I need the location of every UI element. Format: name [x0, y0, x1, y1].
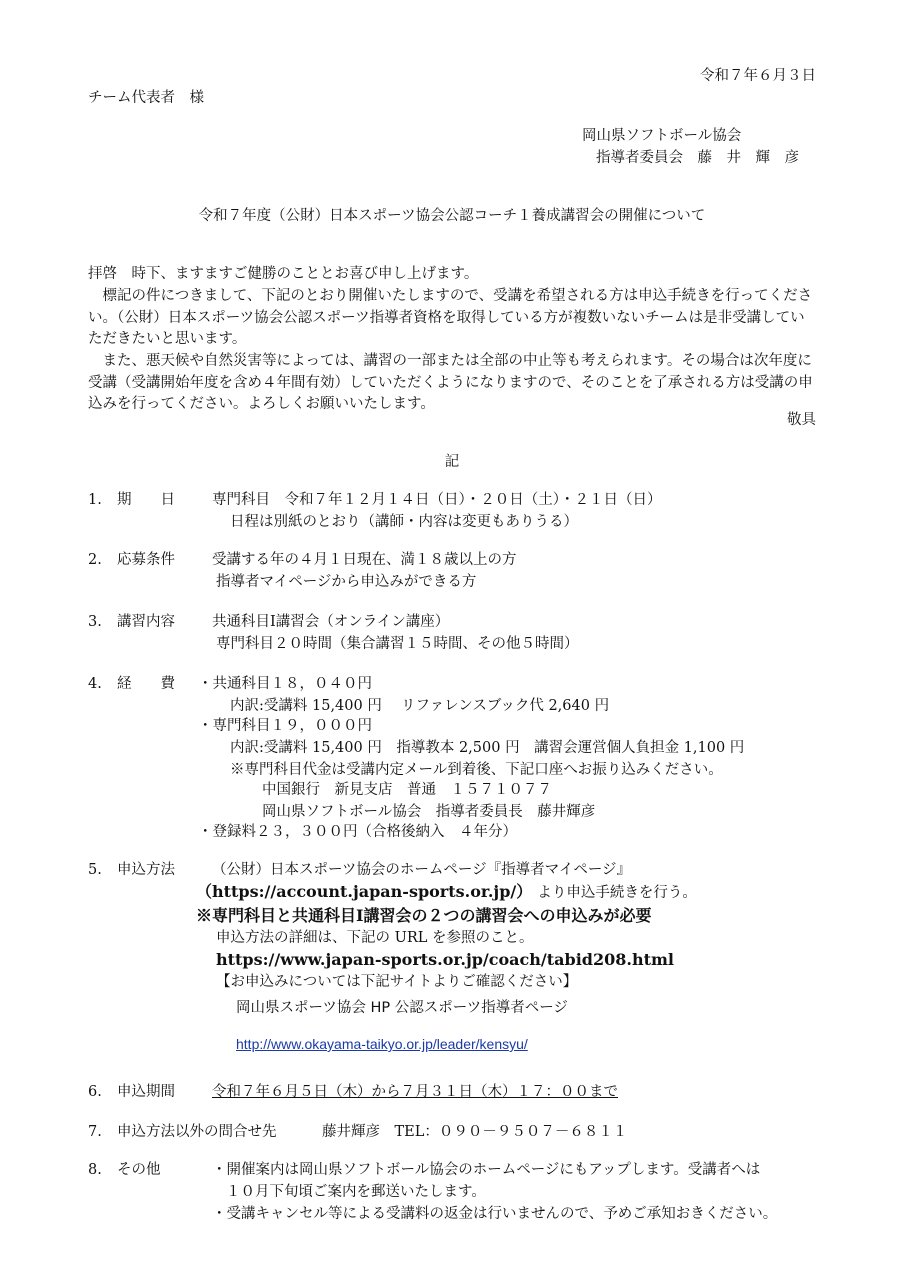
item-4-number: 4. [88, 676, 102, 692]
item-6-period: 令和７年６月５日（木）から７月３１日（木）１７：００まで [212, 1084, 618, 1100]
addressee: チーム代表者 様 [88, 90, 204, 106]
item-2-line2: 指導者マイページから申込みができる方 [216, 574, 477, 590]
item-5-line1: （公財）日本スポーツ協会のホームページ『指導者マイページ』 [212, 862, 632, 878]
item-8-line2: １０月下旬頃ご案内を郵送いたします。 [226, 1184, 486, 1200]
ki-heading: 記 [444, 454, 460, 470]
item-3-number: 3. [88, 614, 102, 630]
closing: 敬具 [787, 412, 816, 428]
item-7-contact: 藤井輝彦 TEL：０９０－９５０７－６８１１ [322, 1124, 628, 1140]
item-6-label: 申込期間 [117, 1084, 175, 1100]
item-5-url1-line [196, 882, 697, 903]
sender-person: 指導者委員会 藤 井 輝 彦 [596, 150, 799, 166]
item-8-line3: ・受講キャンセル等による受講料の返金は行いませんので、予めご承知おきください。 [212, 1206, 778, 1222]
item-5-site-name: 岡山県スポーツ協会 HP 公認スポーツ指導者ページ [236, 1000, 568, 1016]
item-5-url2[interactable]: https://www.japan-sports.or.jp/coach/tabid208.html [216, 950, 674, 969]
item-4-special-fee: ・専門科目１９，０００円 [198, 718, 372, 734]
item-6-number: 6. [88, 1084, 102, 1100]
document-title: 令和７年度（公財）日本スポーツ協会公認コーチ１養成講習会の開催について [198, 208, 706, 224]
item-7-number: 7. [88, 1124, 102, 1140]
item-3-line2: 専門科目２０時間（集合講習１５時間、その他５時間） [216, 636, 579, 652]
item-4-bank: 中国銀行 新見支店 普通 １５７１０７７ [262, 782, 552, 798]
item-4-account-holder: 岡山県ソフトボール協会 指導者委員長 藤井輝彦 [262, 804, 596, 820]
item-4-label: 経 費 [117, 676, 175, 692]
item-4-common-detail: 内訳:受講料 15,400 円 リファレンスブック代 2,640 円 [230, 698, 610, 714]
sender-organization: 岡山県ソフトボール協会 [582, 128, 742, 144]
item-5-number: 5. [88, 862, 102, 878]
item-5-confirm: 【お申込みについては下記サイトよりご確認ください】 [216, 974, 578, 990]
item-1-line1: 専門科目 令和７年１２月１４日（日）・２０日（土）・２１日（日） [212, 492, 662, 508]
item-4-common-fee: ・共通科目１８，０４０円 [198, 676, 372, 692]
item-1-line2: 日程は別紙のとおり（講師・内容は変更もありうる） [230, 514, 578, 530]
item-3-label: 講習内容 [117, 614, 175, 630]
item-2-line1: 受講する年の４月１日現在、満１８歳以上の方 [212, 552, 517, 568]
item-2-label: 応募条件 [117, 552, 175, 568]
document-date: 令和７年６月３日 [700, 68, 816, 84]
item-5-details: 申込方法の詳細は、下記の URL を参照のこと。 [216, 930, 534, 946]
item-4-registration-fee: ・登録料２３，３００円（合格後納入 ４年分） [198, 824, 517, 840]
item-8-line1: ・開催案内は岡山県ソフトボール協会のホームページにもアップします。受講者へは [212, 1162, 761, 1178]
item-8-label: その他 [117, 1162, 161, 1178]
greeting: 拝啓 時下、ますますご健勝のこととお喜び申し上げます。 [88, 266, 479, 282]
intro-paragraph-1: 標記の件につきまして、下記のとおり開催いたしますので、受講を希望される方は申込手続きを行ってください。（公財）日本スポーツ協会公認スポーツ指導者資格を取得している方が複数いないチームは是非受講していただきたいと思います。 [88, 288, 813, 347]
item-5-site-link[interactable]: http://www.okayama-taikyo.or.jp/leader/kensyu/ [236, 1036, 528, 1052]
item-5-url1-suffix: より申込手続きを行う。 [537, 885, 697, 901]
intro-paragraph-2: また、悪天候や自然災害等によっては、講習の一部または全部の中止等も考えられます。その場合は次年度に受講（受講開始年度を含め４年間有効）していただくようになりますので、そのことを了承される方は受講の申込みを行ってください。よろしくお願いいたします。 [88, 353, 813, 412]
item-2-number: 2. [88, 552, 102, 568]
item-5-notice: ※専門科目と共通科目Ⅰ講習会の２つの講習会への申込みが必要 [196, 906, 652, 925]
item-4-special-detail: 内訳:受講料 15,400 円 指導教本 2,500 円 講習会運営個人負担金 1,100 円 [230, 740, 745, 756]
item-3-line1: 共通科目Ⅰ講習会（オンライン講座） [212, 614, 450, 630]
item-7-label: 申込方法以外の問合せ先 [117, 1124, 277, 1140]
item-1-label: 期 日 [117, 492, 175, 508]
item-5-url1[interactable]: （https://account.japan-sports.or.jp/） [196, 882, 533, 901]
item-1-number: 1. [88, 492, 102, 508]
item-8-number: 8. [88, 1162, 102, 1178]
item-5-label: 申込方法 [117, 862, 175, 878]
item-4-payment-note: ※専門科目代金は受講内定メール到着後、下記口座へお振り込みください。 [230, 762, 723, 778]
